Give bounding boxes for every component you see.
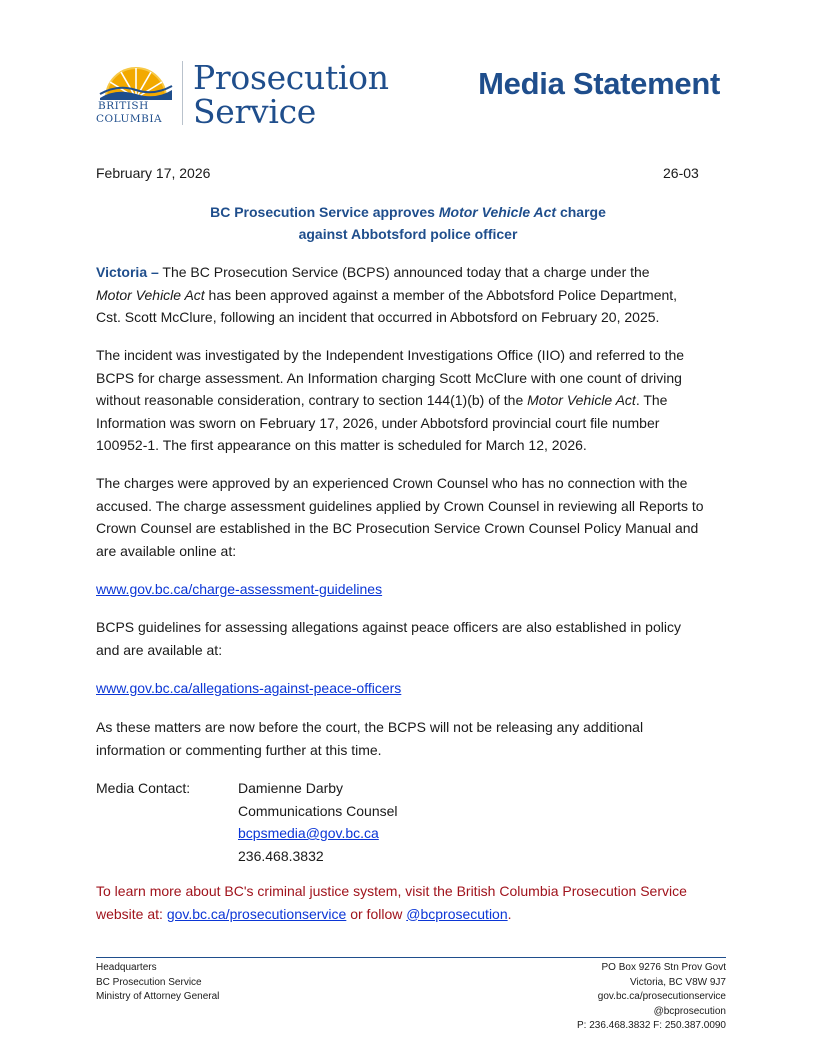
p1-text-1: The BC Prosecution Service (BCPS) announced today that a charge under the [158, 264, 650, 280]
p1-text-2: has been approved against a member of the Abbotsford Police Department, [204, 286, 678, 303]
p2-line-3b: . The [635, 392, 668, 408]
footer-website: gov.bc.ca/prosecutionservice [597, 991, 726, 1002]
p2-line-1: The incident was investigated by the Independent Investigations Office (IIO) and referred to the [96, 347, 685, 363]
logo-divider [182, 61, 183, 125]
footer-po-box: PO Box 9276 Stn Prov Govt [601, 962, 726, 973]
bc-sun-logo [96, 58, 176, 100]
learn-more-note [96, 880, 736, 925]
paragraph-1 [96, 261, 722, 329]
footer-city: Victoria, BC V8W 9J7 [630, 976, 726, 988]
paragraph-2 [96, 344, 722, 457]
p4-line-2: and are available at: [96, 641, 223, 658]
logo-columbia: COLUMBIA [96, 113, 163, 125]
p3-line-4: are available online at: [96, 542, 237, 559]
learn-more-line-2c: . [507, 905, 512, 922]
p1-italic: Motor Vehicle Act [96, 286, 205, 303]
headline [96, 201, 720, 245]
p3-line-3: Crown Counsel are established in the BC Prosecution Service Crown Counsel Policy Manual and [96, 520, 699, 536]
charge-assessment-link[interactable]: www.gov.bc.ca/charge-assessment-guidelines [96, 581, 383, 597]
statement-number: 26-03 [663, 165, 699, 181]
contact-title: Communications Counsel [238, 802, 398, 819]
p1-text-3: Cst. Scott McClure, following an incident that occurred in Abbotsford on February 20, 2025. [96, 309, 660, 325]
media-contact-label: Media Contact: [96, 780, 191, 796]
dateline: Victoria – [96, 264, 159, 280]
contact-email-link[interactable]: bcpsmedia@gov.bc.ca [238, 825, 379, 841]
paragraph-3 [96, 472, 722, 562]
footer-ministry: Ministry of Attorney General [96, 991, 220, 1002]
p4-line-1: BCPS guidelines for assessing allegations against peace officers are also established in policy [96, 619, 681, 635]
p2-line-5: 100952-1. The first appearance on this matter is scheduled for March 12, 2026. [96, 437, 587, 453]
p2-italic: Motor Vehicle Act [527, 392, 636, 408]
statement-date: February 17, 2026 [96, 165, 211, 181]
learn-more-line-2a: website at: [96, 905, 167, 922]
p2-line-2: BCPS for charge assessment. An Information charging Scott McClure with one count of driving [96, 369, 682, 386]
footer-left [96, 961, 219, 1005]
learn-more-line-1: To learn more about BC's criminal justice system, visit the British Columbia Prosecution Service [96, 883, 687, 899]
bcprosecution-handle-link[interactable]: @bcprosecution [406, 905, 508, 922]
footer-rule [96, 957, 726, 958]
p2-line-4: Information was sworn on February 17, 2026, under Abbotsford provincial court file number [96, 414, 660, 431]
headline-part1: BC Prosecution Service approves [210, 204, 439, 220]
peace-officers-link[interactable]: www.gov.bc.ca/allegations-against-peace-officers [96, 680, 402, 696]
footer-handle: @bcprosecution [653, 1005, 726, 1017]
footer-org: BC Prosecution Service [96, 976, 202, 988]
p2-line-3a: without reasonable consideration, contrary to section 144(1)(b) of the [96, 392, 528, 408]
media-contact-block [238, 777, 398, 867]
brand-prosecution: Prosecution [193, 58, 389, 97]
p3-line-2: accused. The charge assessment guidelines applied by Crown Counsel in reviewing all Reports to [96, 497, 704, 514]
p3-line-1: The charges were approved by an experienced Crown Counsel who has no connection with the [96, 475, 688, 491]
p5-line-1: As these matters are now before the court, the BCPS will not be releasing any additional [96, 719, 644, 735]
headline-part2: charge [556, 204, 606, 220]
sun-icon [100, 68, 172, 100]
brand-service: Service [193, 92, 317, 131]
prosecution-website-link[interactable]: gov.bc.ca/prosecutionservice [166, 905, 347, 922]
footer-phone-fax: P: 236.468.3832 F: 250.387.0090 [576, 1020, 726, 1031]
paragraph-4 [96, 616, 722, 661]
learn-more-line-2b: or follow [346, 905, 407, 922]
headline-italic: Motor Vehicle Act [438, 204, 557, 220]
document-type-title: Media Statement [478, 66, 720, 101]
contact-name: Damienne Darby [238, 780, 344, 796]
p5-line-2: information or commenting further at this time. [96, 741, 382, 758]
contact-phone: 236.468.3832 [238, 847, 324, 864]
logo-british: BRITISH [98, 100, 149, 112]
footer-right [577, 961, 726, 1034]
paragraph-5 [96, 716, 722, 761]
footer-headquarters: Headquarters [96, 962, 157, 973]
headline-line2: against Abbotsford police officer [298, 226, 518, 242]
